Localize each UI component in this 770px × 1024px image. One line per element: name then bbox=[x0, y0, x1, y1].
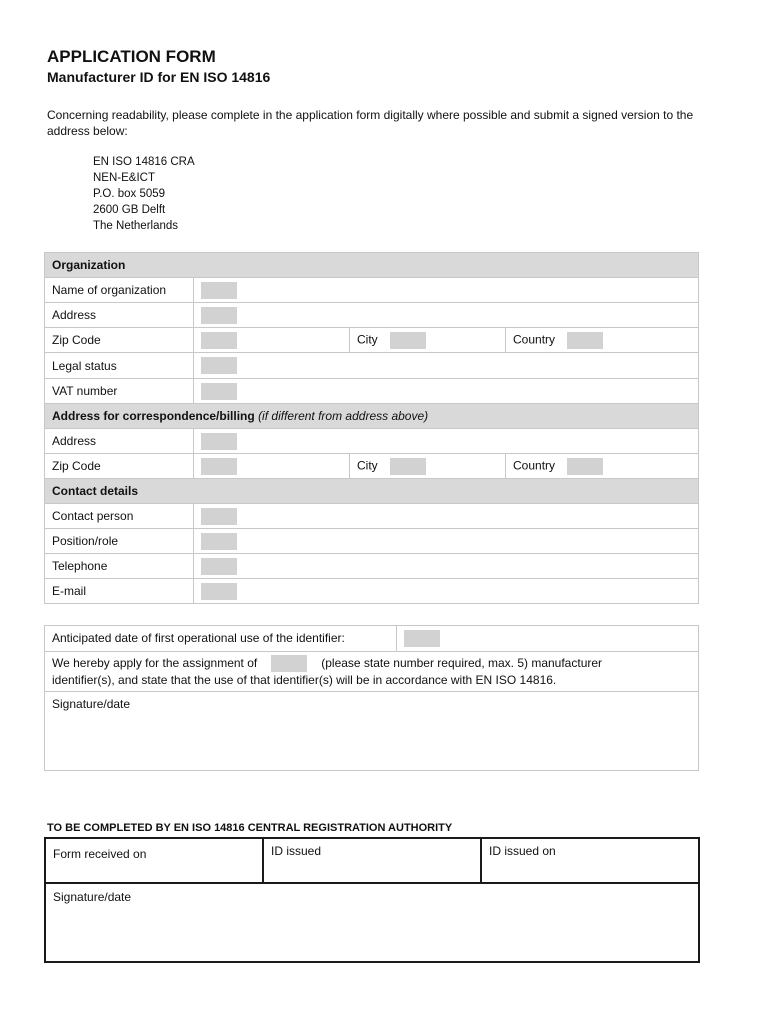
organization-zip-label: Zip Code bbox=[45, 328, 194, 353]
billing-zip-field[interactable] bbox=[201, 458, 237, 475]
billing-city-label: City bbox=[357, 458, 378, 473]
form-subtitle: Manufacturer ID for EN ISO 14816 bbox=[47, 69, 271, 85]
organization-table bbox=[44, 252, 699, 604]
contact-header: Contact details bbox=[45, 479, 699, 504]
id-issued-on-label: ID issued on bbox=[481, 838, 699, 883]
organization-legal-field[interactable] bbox=[201, 357, 237, 374]
organization-address-label: Address bbox=[45, 303, 194, 328]
contact-telephone-field[interactable] bbox=[201, 558, 237, 575]
declaration-box bbox=[44, 625, 699, 771]
organization-city-label: City bbox=[357, 332, 378, 347]
mailing-address bbox=[93, 154, 195, 234]
form-received-label: Form received on bbox=[45, 838, 263, 883]
organization-legal-label: Legal status bbox=[45, 353, 194, 379]
billing-country-label: Country bbox=[513, 458, 556, 473]
contact-position-field[interactable] bbox=[201, 533, 237, 550]
organization-city-field[interactable] bbox=[390, 332, 426, 349]
billing-country-field[interactable] bbox=[567, 458, 603, 475]
contact-email-label: E-mail bbox=[45, 579, 194, 604]
organization-name-field[interactable] bbox=[201, 282, 237, 299]
apply-text-line2: identifier(s), and state that the use of that identifier(s) will be in accordance with EN ISO 14816. bbox=[52, 673, 557, 688]
id-issued-label: ID issued bbox=[263, 838, 481, 883]
organization-address-field[interactable] bbox=[201, 307, 237, 324]
organization-vat-field[interactable] bbox=[201, 383, 237, 400]
billing-header-italic: (if different from address above) bbox=[258, 409, 429, 423]
organization-header: Organization bbox=[45, 253, 699, 278]
billing-header-bold: Address for correspondence/billing bbox=[52, 409, 255, 423]
identifier-count-field[interactable] bbox=[271, 655, 307, 672]
apply-text-prefix: We hereby apply for the assignment of bbox=[52, 656, 258, 670]
address-line: NEN-E&ICT bbox=[93, 172, 155, 184]
address-line: The Netherlands bbox=[93, 220, 179, 232]
organization-vat-label: VAT number bbox=[45, 379, 194, 404]
cra-signature-date-label: Signature/date bbox=[45, 883, 699, 962]
address-line: P.O. box 5059 bbox=[93, 188, 166, 200]
billing-address-label: Address bbox=[45, 429, 194, 454]
organization-country-label: Country bbox=[513, 332, 556, 347]
address-line: 2600 GB Delft bbox=[93, 204, 166, 216]
contact-person-label: Contact person bbox=[45, 504, 194, 529]
contact-email-field[interactable] bbox=[201, 583, 237, 600]
organization-name-label: Name of organization bbox=[45, 278, 194, 303]
apply-text-suffix: (please state number required, max. 5) manufacturer bbox=[321, 656, 603, 670]
organization-zip-field[interactable] bbox=[201, 332, 237, 349]
organization-country-field[interactable] bbox=[567, 332, 603, 349]
anticipated-date-label: Anticipated date of first operational use of the identifier: bbox=[45, 626, 397, 651]
intro-text: Concerning readability, please complete in the application form digitally where possible and submit a signed version to the address below: bbox=[47, 108, 694, 138]
cra-section-title: TO BE COMPLETED BY EN ISO 14816 CENTRAL REGISTRATION AUTHORITY bbox=[47, 822, 453, 834]
anticipated-date-field[interactable] bbox=[404, 630, 440, 647]
contact-position-label: Position/role bbox=[45, 529, 194, 554]
address-line: EN ISO 14816 CRA bbox=[93, 156, 195, 168]
billing-zip-label: Zip Code bbox=[45, 454, 194, 479]
signature-date-label: Signature/date bbox=[52, 697, 131, 711]
contact-telephone-label: Telephone bbox=[45, 554, 194, 579]
cra-table bbox=[44, 837, 700, 963]
billing-city-field[interactable] bbox=[390, 458, 426, 475]
form-title: APPLICATION FORM bbox=[47, 47, 216, 66]
billing-address-field[interactable] bbox=[201, 433, 237, 450]
contact-person-field[interactable] bbox=[201, 508, 237, 525]
billing-header bbox=[45, 404, 699, 429]
